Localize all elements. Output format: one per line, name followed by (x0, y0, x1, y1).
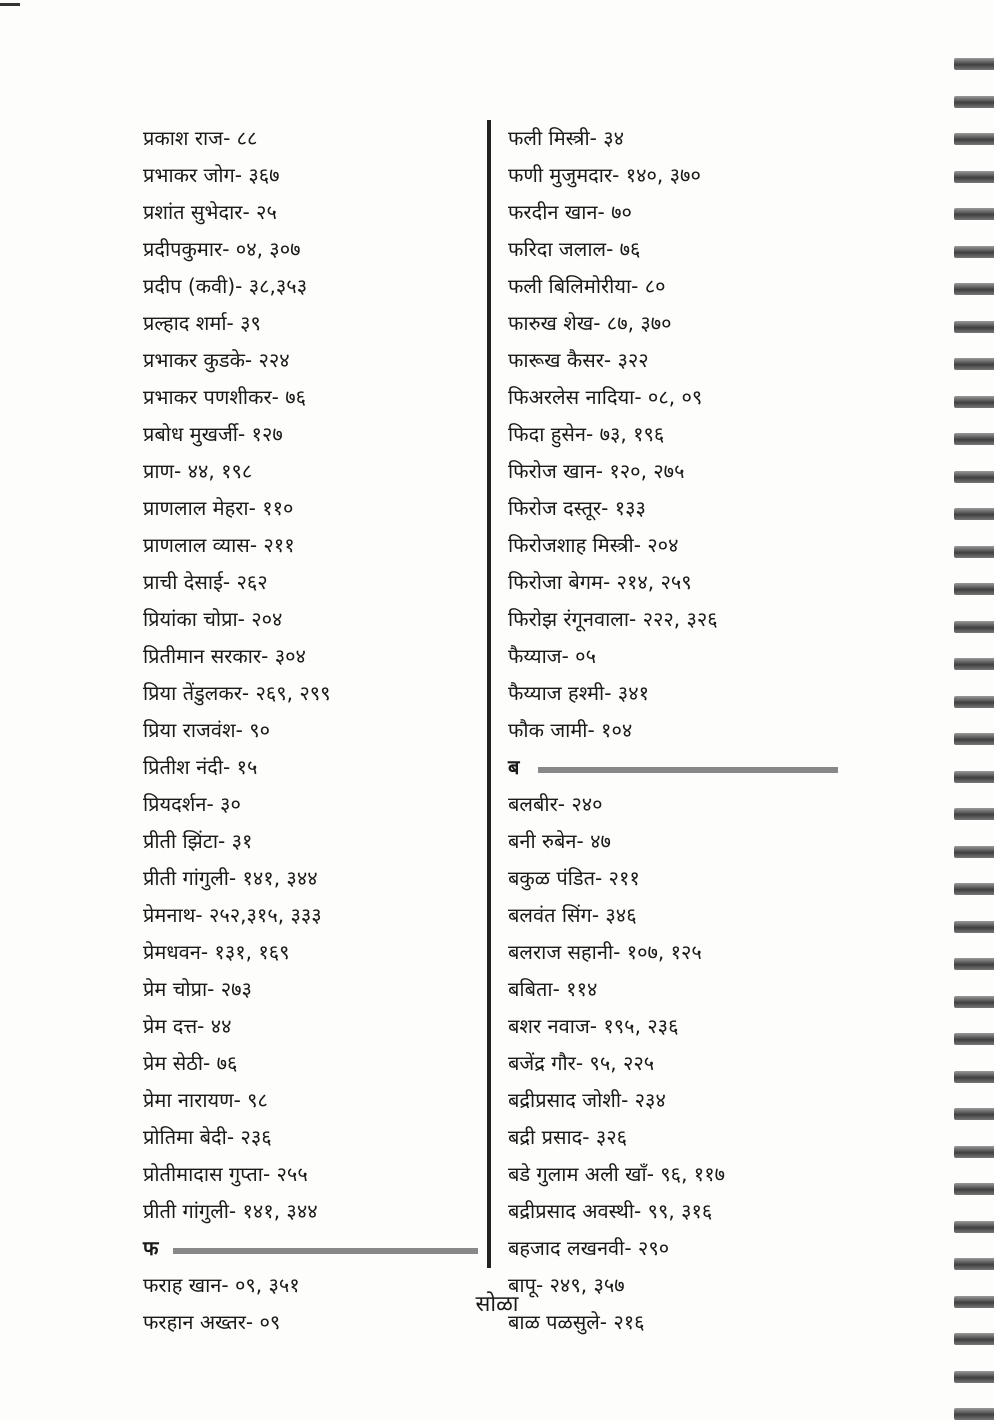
spiral-ring (954, 1333, 994, 1345)
index-entry: प्रभाकर जोग- ३६७ (143, 163, 280, 187)
spiral-ring (954, 1221, 994, 1233)
index-entry: बद्रीप्रसाद जोशी- २३४ (508, 1088, 666, 1112)
spiral-ring (954, 133, 994, 145)
section-rule (538, 767, 838, 773)
page-number: सोळा (475, 1292, 519, 1317)
spiral-ring (954, 208, 994, 220)
index-entry: फरहान अख्तर- ०९ (143, 1310, 281, 1334)
spiral-ring (954, 883, 994, 895)
index-entry: प्राची देसाई- २६२ (143, 570, 268, 594)
index-entry: बनी रुबेन- ४७ (508, 829, 611, 853)
top-edge-mark (0, 3, 20, 6)
index-entry: प्रेमधवन- १३१, १६९ (143, 940, 290, 964)
index-entry: फैय्याज हश्मी- ३४१ (508, 681, 649, 705)
index-entry: बलराज सहानी- १०७, १२५ (508, 940, 702, 964)
index-entry: फिरोज खान- १२०, २७५ (508, 459, 685, 483)
index-entry: प्रितीश नंदी- १५ (143, 755, 258, 779)
section-heading (508, 749, 838, 786)
spiral-ring (954, 546, 994, 558)
spiral-ring (954, 771, 994, 783)
spiral-ring (954, 58, 994, 70)
spiral-ring (954, 283, 994, 295)
spiral-ring (954, 921, 994, 933)
index-entry: बडे गुलाम अली खाँ- ९६, ११७ (508, 1162, 726, 1186)
index-entry: प्रोतीमादास गुप्ता- २५५ (143, 1162, 308, 1186)
spiral-ring (954, 733, 994, 745)
spiral-ring (954, 508, 994, 520)
index-entry: प्रकाश राज- ८८ (143, 126, 258, 150)
index-entry: फिरोजशाह मिस्त्री- २०४ (508, 533, 679, 557)
spiral-ring (954, 1071, 994, 1083)
index-entry: प्रितीमान सरकार- ३०४ (143, 644, 306, 668)
index-entry: फारुख शेख- ८७, ३७० (508, 311, 672, 335)
index-entry: प्रोतिमा बेदी- २३६ (143, 1125, 272, 1149)
index-entry: फिअरलेस नादिया- ०८, ०९ (508, 385, 703, 409)
index-entry: प्रेम चोप्रा- २७३ (143, 977, 252, 1001)
spiral-ring (954, 808, 994, 820)
index-entry: फिदा हुसेन- ७३, १९६ (508, 422, 665, 446)
index-entry: प्रेमनाथ- २५२,३१५, ३३३ (143, 903, 322, 927)
index-entry: बाळ पळसुले- २१६ (508, 1310, 645, 1334)
index-entry: बद्रीप्रसाद अवस्थी- ९९, ३१६ (508, 1199, 713, 1223)
index-entry: फराह खान- ०९, ३५१ (143, 1273, 300, 1297)
index-entry: प्रेमा नारायण- ९८ (143, 1088, 268, 1112)
index-entry: बबिता- ११४ (508, 977, 598, 1001)
index-entry: प्राण- ४४, १९८ (143, 459, 253, 483)
spiral-ring (954, 358, 994, 370)
spiral-ring (954, 1258, 994, 1270)
index-entry: बशर नवाज- १९५, २३६ (508, 1014, 679, 1038)
index-entry: प्रीती गांगुली- १४१, ३४४ (143, 866, 318, 890)
section-letter: फ (143, 1236, 159, 1260)
spiral-ring (954, 433, 994, 445)
column-divider (487, 120, 491, 1268)
index-entry: बलबीर- २४० (508, 792, 603, 816)
spiral-ring (954, 846, 994, 858)
index-entry: प्रभाकर पणशीकर- ७६ (143, 385, 307, 409)
spiral-ring (954, 696, 994, 708)
index-entry: फिरोजा बेगम- २१४, २५९ (508, 570, 692, 594)
spiral-ring (954, 1371, 994, 1383)
index-entry: प्रल्हाद शर्मा- ३९ (143, 311, 261, 335)
spiral-ring (954, 1033, 994, 1045)
spiral-ring (954, 171, 994, 183)
spiral-binding (952, 0, 994, 1421)
spiral-ring (954, 996, 994, 1008)
index-entry: प्राणलाल व्यास- २११ (143, 533, 295, 557)
spiral-ring (954, 396, 994, 408)
index-entry: प्रीती झिंटा- ३१ (143, 829, 253, 853)
index-entry: फारूख कैसर- ३२२ (508, 348, 649, 372)
index-entry: बलवंत सिंग- ३४६ (508, 903, 637, 927)
section-letter: ब (508, 755, 520, 779)
index-entry: प्रदीप (कवी)- ३८,३५३ (143, 274, 308, 298)
spiral-ring (954, 1146, 994, 1158)
spiral-ring (954, 1108, 994, 1120)
spiral-ring (954, 621, 994, 633)
section-rule (173, 1248, 478, 1254)
index-entry: प्रियदर्शन- ३० (143, 792, 241, 816)
index-entry: बकुळ पंडित- २११ (508, 866, 640, 890)
index-entry: बद्री प्रसाद- ३२६ (508, 1125, 628, 1149)
index-entry: फली मिस्त्री- ३४ (508, 126, 625, 150)
index-entry: बहजाद लखनवी- २९० (508, 1236, 670, 1260)
index-entry: फणी मुजुमदार- १४०, ३७० (508, 163, 701, 187)
index-entry: प्रशांत सुभेदार- २५ (143, 200, 277, 224)
index-entry: फिरोझ रंगूनवाला- २२२, ३२६ (508, 607, 718, 631)
left-column (143, 120, 478, 1341)
index-entry: प्रदीपकुमार- ०४, ३०७ (143, 237, 301, 261)
index-entry: प्रियांका चोप्रा- २०४ (143, 607, 283, 631)
index-entry: प्रेम सेठी- ७६ (143, 1051, 238, 1075)
index-entry: फरिदा जलाल- ७६ (508, 237, 641, 261)
index-entry: प्रिया राजवंश- ९० (143, 718, 270, 742)
index-entry: प्रीती गांगुली- १४१, ३४४ (143, 1199, 318, 1223)
index-entry: बापू- २४९, ३५७ (508, 1273, 625, 1297)
index-entry: प्राणलाल मेहरा- ११० (143, 496, 294, 520)
section-heading (143, 1230, 478, 1267)
spiral-ring (954, 1408, 994, 1420)
index-entry: फौक जामी- १०४ (508, 718, 633, 742)
spiral-ring (954, 1183, 994, 1195)
right-column (508, 120, 838, 1341)
index-entry: बजेंद्र गौर- ९५, २२५ (508, 1051, 655, 1075)
index-entry: प्रबोध मुखर्जी- १२७ (143, 422, 283, 446)
index-entry: फैय्याज- ०५ (508, 644, 596, 668)
index-entry: प्रिया तेंडुलकर- २६९, २९९ (143, 681, 331, 705)
spiral-ring (954, 583, 994, 595)
spiral-ring (954, 958, 994, 970)
spiral-ring (954, 471, 994, 483)
spiral-ring (954, 96, 994, 108)
spiral-ring (954, 321, 994, 333)
index-entry: प्रेम दत्त- ४४ (143, 1014, 232, 1038)
spiral-ring (954, 246, 994, 258)
index-entry: फली बिलिमोरीया- ८० (508, 274, 666, 298)
spiral-ring (954, 658, 994, 670)
spiral-ring (954, 1296, 994, 1308)
index-entry: फिरोज दस्तूर- १३३ (508, 496, 646, 520)
index-entry: प्रभाकर कुडके- २२४ (143, 348, 290, 372)
index-entry: फरदीन खान- ७० (508, 200, 632, 224)
